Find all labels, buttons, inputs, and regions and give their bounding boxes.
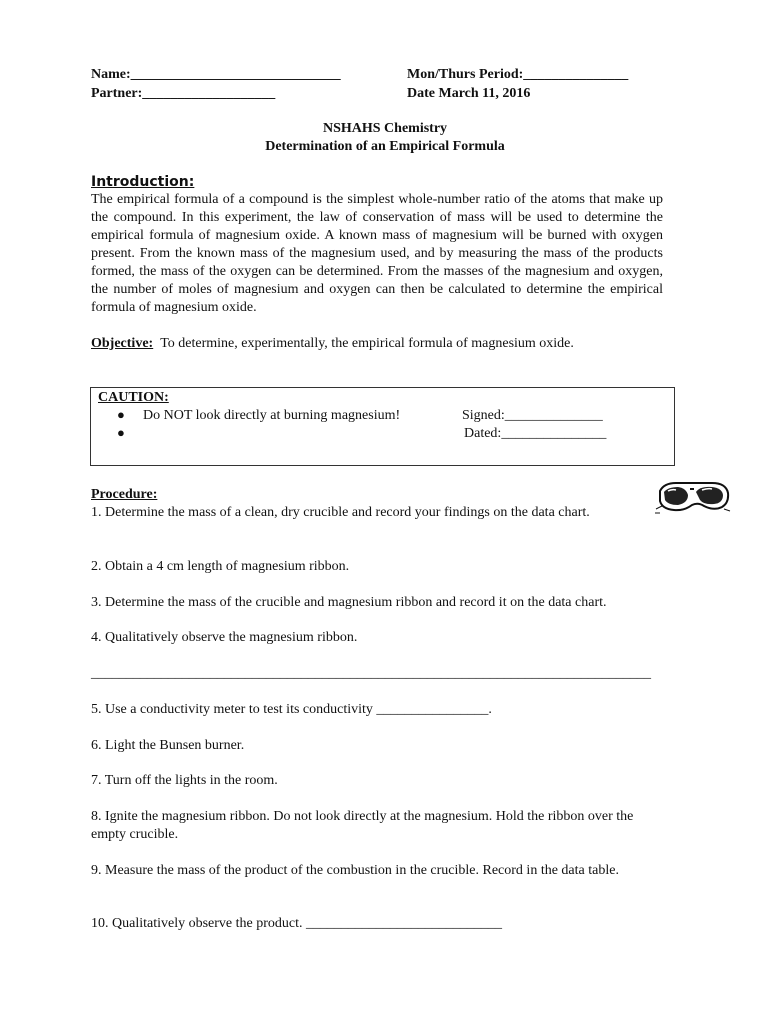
procedure-step: 9. Measure the mass of the product of the combustion in the crucible. Record in the data table.: [91, 863, 619, 878]
objective-text: To determine, experimentally, the empirical formula of magnesium oxide.: [160, 336, 574, 351]
procedure-step: 4. Qualitatively observe the magnesium ribbon.: [91, 630, 358, 645]
partner-field-label: Partner:___________________: [91, 86, 276, 101]
procedure-step: 2. Obtain a 4 cm length of magnesium ribbon.: [91, 559, 350, 574]
procedure-step: 5. Use a conductivity meter to test its conductivity ________________.: [91, 702, 492, 717]
bullet-icon: ●: [117, 425, 125, 440]
caution-heading: CAUTION:: [98, 390, 169, 405]
period-field-label: Mon/Thurs Period:_______________: [407, 67, 629, 82]
procedure-step: 8. Ignite the magnesium ribbon. Do not look directly at the magnesium. Hold the ribbon over the empty crucible.: [91, 809, 634, 842]
procedure-step: 6. Light the Bunsen burner.: [91, 738, 245, 753]
caution-item-1: Do NOT look directly at burning magnesium!: [143, 408, 401, 423]
name-field-label: Name:______________________________: [91, 67, 341, 82]
procedure-heading: Procedure:: [91, 487, 158, 502]
procedure-step: 10. Qualitatively observe the product. ____________________________: [91, 916, 502, 931]
date-label: Date March 11, 2016: [407, 86, 531, 101]
signed-field-label: Signed:______________: [462, 408, 603, 423]
safety-goggles-icon: [654, 479, 732, 517]
course-title: NSHAHS Chemistry: [322, 121, 448, 136]
introduction-heading: Introduction:: [91, 174, 195, 190]
objective-label: Objective:: [91, 336, 154, 351]
objective-line: [91, 335, 574, 353]
procedure-step: 1. Determine the mass of a clean, dry crucible and record your findings on the data chart.: [91, 505, 590, 520]
observation-blank-line: ________________________________________________________________________________: [91, 666, 651, 681]
procedure-step: 3. Determine the mass of the crucible and magnesium ribbon and record it on the data chart.: [91, 595, 607, 610]
procedure-step: 7. Turn off the lights in the room.: [91, 773, 278, 788]
introduction-text: The empirical formula of a compound is the simplest whole-number ratio of the atoms that make up the compound. In this experiment, the law of conservation of mass will be used to determine the empirical formula of magnesium oxide. A known mass of magnesium will be burned with oxygen present. From the known mass of the magnesium used, and by measuring the mass of the products formed, the mass of the oxygen can be determined. From the masses of the magnesium and oxygen, the number of moles of magnesium and oxygen can then be calculated to determine the empirical formula of magnesium oxide.: [91, 192, 663, 315]
lab-title: Determination of an Empirical Formula: [265, 139, 505, 154]
bullet-icon: ●: [117, 407, 125, 422]
dated-field-label: Dated:_______________: [464, 426, 607, 441]
